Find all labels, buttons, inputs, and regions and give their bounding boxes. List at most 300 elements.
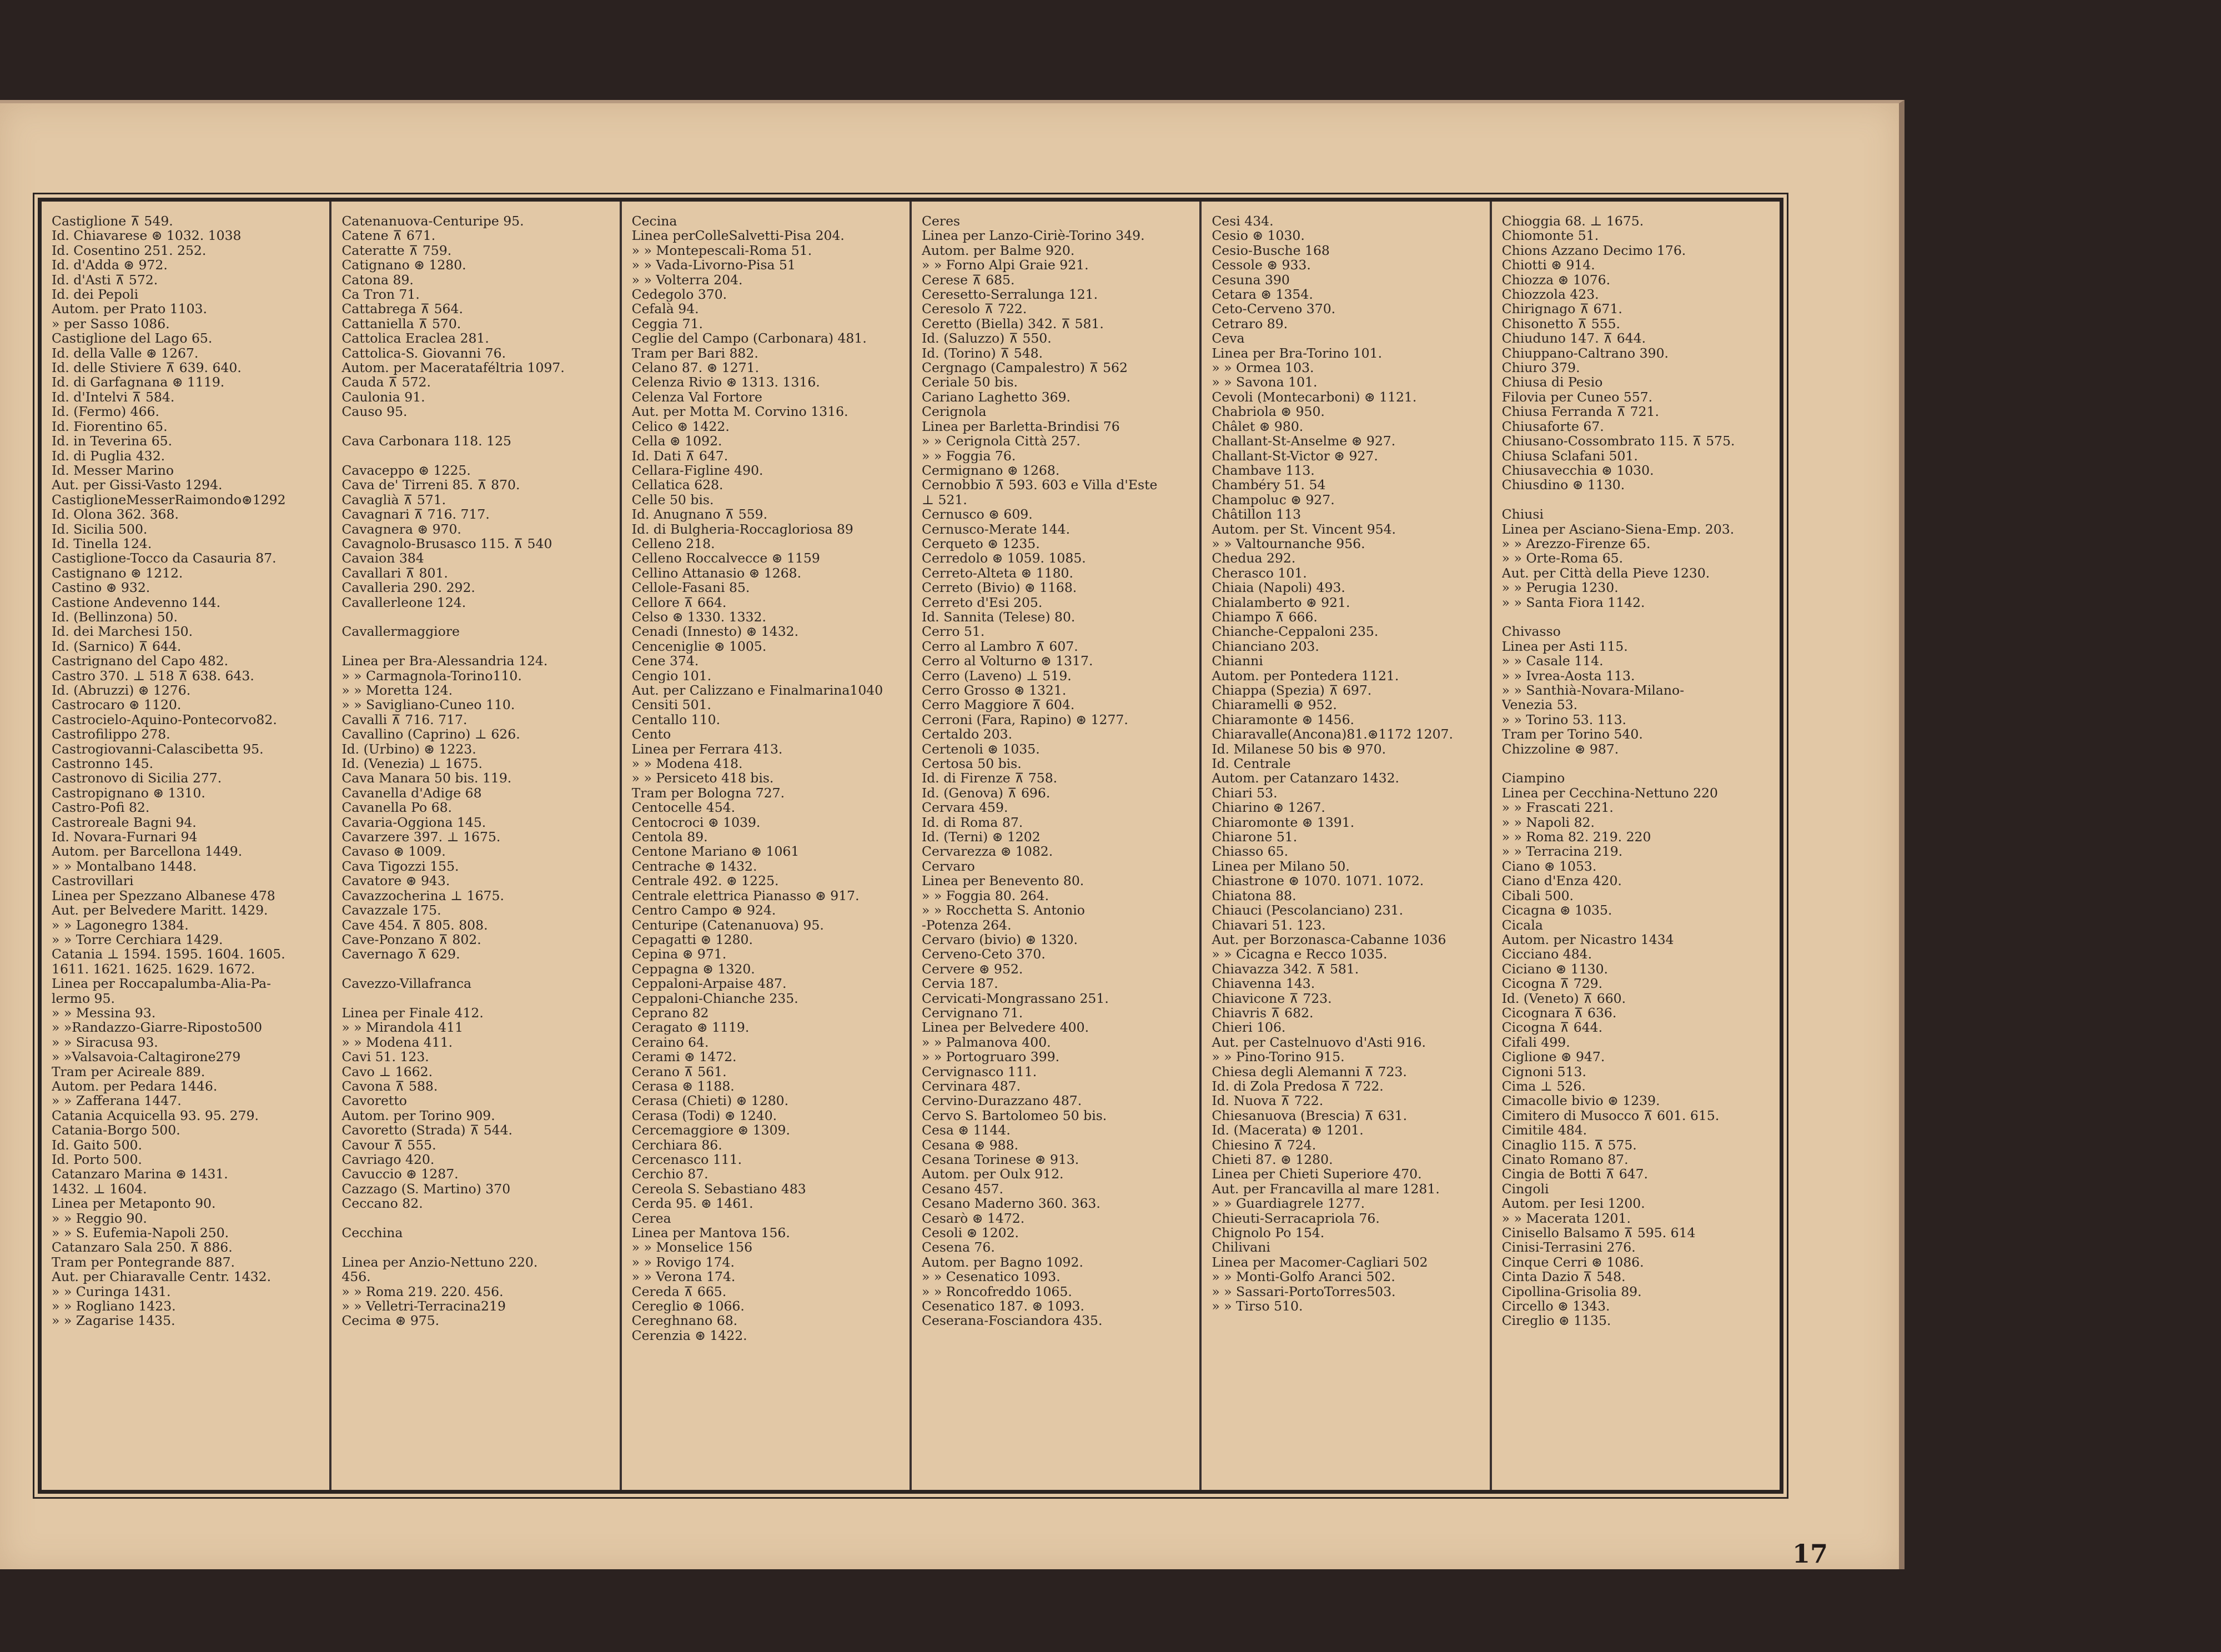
- index-entry: » »Randazzo-Giarre-Riposto500: [52, 1020, 263, 1035]
- index-entry: Chiari 53.: [1212, 785, 1278, 801]
- index-entry: » » S. Eufemia-Napoli 250.: [52, 1226, 229, 1241]
- index-entry: Centrale 492. ⊛ 1225.: [631, 873, 779, 888]
- index-entry: Cellatica 628.: [631, 478, 723, 493]
- index-entry: Cervicati-Mongrassano 251.: [921, 991, 1109, 1006]
- index-entry: Centola 89.: [631, 830, 708, 845]
- index-entry: Chiusaforte 67.: [1501, 419, 1604, 434]
- index-entry: Id. Tinella 124.: [52, 536, 152, 551]
- index-entry: » » Reggio 90.: [52, 1211, 147, 1226]
- column-1: [42, 202, 329, 1490]
- index-entry: » » Rovigo 174.: [631, 1254, 735, 1270]
- index-entry: Celico ⊛ 1422.: [631, 419, 730, 434]
- index-entry: Id. (Genova) ⊼ 696.: [921, 785, 1051, 801]
- index-entry: Cevoli (Montecarboni) ⊛ 1121.: [1212, 389, 1417, 405]
- index-entry: Aut. per Città della Pieve 1230.: [1501, 565, 1710, 581]
- index-entry: Cerese ⊼ 685.: [921, 272, 1015, 288]
- index-entry: Chiastrone ⊛ 1070. 1071. 1072.: [1212, 873, 1424, 888]
- index-entry: Caulonia 91.: [341, 389, 425, 405]
- index-entry: Challant-St-Anselme ⊛ 927.: [1212, 434, 1396, 449]
- index-entry: Id. d'Asti ⊼ 572.: [52, 272, 158, 288]
- index-entry: Cattolica-S. Giovanni 76.: [341, 345, 506, 361]
- index-entry: Cerro al Lambro ⊼ 607.: [921, 639, 1078, 654]
- index-entry: Cellore ⊼ 664.: [631, 595, 727, 610]
- index-entry: » » Volterra 204.: [631, 272, 743, 288]
- index-entry: » per Sasso 1086.: [52, 316, 170, 332]
- index-entry: Chirignago ⊼ 671.: [1501, 302, 1622, 317]
- index-entry: Aut. per Castelnuovo d'Asti 916.: [1212, 1035, 1426, 1050]
- index-entry: » » Roncofreddo 1065.: [921, 1284, 1072, 1299]
- index-entry: Cerami ⊛ 1472.: [631, 1050, 737, 1064]
- index-entry: Ceppagna ⊛ 1320.: [631, 961, 755, 977]
- index-entry: Cavatore ⊛ 943.: [341, 873, 450, 888]
- index-entry: Linea per Mantova 156.: [631, 1226, 790, 1241]
- index-entry: Cavallino (Caprino) ⊥ 626.: [341, 727, 520, 742]
- index-entry: Ciano d'Enza 420.: [1501, 873, 1622, 888]
- index-entry: Cavallermaggiore: [341, 624, 460, 639]
- index-entry: Cerro (Laveno) ⊥ 519.: [921, 668, 1072, 683]
- index-entry: Cava Carbonara 118. 125: [341, 434, 512, 449]
- index-entry: Catignano ⊛ 1280.: [341, 258, 466, 273]
- index-entry: Id. Olona 362. 368.: [52, 507, 179, 522]
- index-entry: Cengio 101.: [631, 668, 712, 683]
- index-entry: [341, 991, 611, 1006]
- index-entry: [341, 610, 611, 624]
- index-entry: Cavour ⊼ 555.: [341, 1137, 436, 1152]
- index-entry: Chiomonte 51.: [1501, 228, 1599, 243]
- index-entry: Chiusa Sclafani 501.: [1501, 448, 1638, 463]
- index-entry: » » Casale 114.: [1501, 654, 1604, 669]
- index-entry: Linea per Asciano-Siena-Emp. 203.: [1501, 521, 1735, 536]
- index-entry: Aut. per Calizzano e Finalmarina1040: [631, 683, 883, 698]
- index-entry: Cicognara ⊼ 636.: [1501, 1005, 1617, 1021]
- index-entry: Cireglio ⊛ 1135.: [1501, 1313, 1611, 1328]
- index-entry: Cavo ⊥ 1662.: [341, 1064, 433, 1079]
- index-entry: Chiampo ⊼ 666.: [1212, 609, 1318, 625]
- index-entry: Linea per Asti 115.: [1501, 639, 1628, 654]
- index-entry: Centocelle 454.: [631, 800, 736, 815]
- index-entry: Cerqueto ⊛ 1235.: [921, 536, 1040, 551]
- index-entry: Id. Sicilia 500.: [52, 521, 148, 536]
- index-entry: Chiozzola 423.: [1501, 287, 1599, 302]
- index-entry: » » Rocchetta S. Antonio: [921, 903, 1085, 918]
- index-entry: Filovia per Cuneo 557.: [1501, 389, 1653, 405]
- index-entry: » » Orte-Roma 65.: [1501, 551, 1624, 566]
- index-entry: Chiotti ⊛ 914.: [1501, 258, 1595, 273]
- index-entry: Id. (Venezia) ⊥ 1675.: [341, 756, 483, 771]
- index-entry: » » Modena 418.: [631, 756, 743, 771]
- index-entry: Chiauci (Pescolanciano) 231.: [1212, 903, 1404, 918]
- index-entry: Id. delle Stiviere ⊼ 639. 640.: [52, 360, 242, 375]
- index-entry: Cerro Grosso ⊛ 1321.: [921, 683, 1067, 698]
- index-entry: Aut. per Borzonasca-Cabanne 1036: [1212, 932, 1446, 947]
- index-entry: Cesa ⊛ 1144.: [921, 1123, 1011, 1138]
- index-entry: Circello ⊛ 1343.: [1501, 1299, 1610, 1314]
- index-entry: Cerasa (Chieti) ⊛ 1280.: [631, 1093, 789, 1108]
- index-entry: Linea per Benevento 80.: [921, 873, 1084, 888]
- index-entry: Chieti 87. ⊛ 1280.: [1212, 1152, 1333, 1167]
- column-6: [1490, 202, 1780, 1490]
- index-entry: » » Mirandola 411: [341, 1020, 464, 1035]
- column-2: [329, 202, 619, 1490]
- index-entry: Castino ⊛ 932.: [52, 580, 150, 595]
- index-entry: Ceraino 64.: [631, 1035, 709, 1050]
- index-entry: Linea per Cecchina-Nettuno 220: [1501, 785, 1718, 801]
- index-entry: Ceragato ⊛ 1119.: [631, 1020, 750, 1035]
- index-entry: Catanzaro Marina ⊛ 1431.: [52, 1167, 228, 1182]
- index-entry: Centallo 110.: [631, 712, 721, 727]
- index-entry: Linea per Lanzo-Ciriè-Torino 349.: [921, 228, 1145, 243]
- index-entry: Ceretto (Biella) 342. ⊼ 581.: [921, 316, 1104, 332]
- index-entry: » » Messina 93.: [52, 1005, 156, 1021]
- index-entry: Cesio-Busche 168: [1212, 243, 1330, 258]
- index-entry: Catania-Borgo 500.: [52, 1123, 180, 1138]
- index-entry: Id. Novara-Furnari 94: [52, 830, 198, 845]
- directory-page: [0, 100, 1905, 1569]
- index-entry: Cingoli: [1501, 1181, 1549, 1197]
- index-entry: » » Lagonegro 1384.: [52, 917, 189, 932]
- index-entry: Cergnago (Campalestro) ⊼ 562: [921, 360, 1128, 375]
- index-entry: Castione Andevenno 144.: [52, 595, 221, 610]
- index-entry: Cavriago 420.: [341, 1152, 435, 1167]
- index-entry: Cepagatti ⊛ 1280.: [631, 932, 753, 947]
- index-entry: Cerveno-Ceto 370.: [921, 947, 1046, 962]
- index-entry: Ceppaloni-Chianche 235.: [631, 991, 798, 1006]
- index-entry: Aut. per Chiaravalle Centr. 1432.: [52, 1269, 272, 1284]
- index-entry: Chisonetto ⊼ 555.: [1501, 316, 1621, 332]
- index-entry: Cavallari ⊼ 801.: [341, 565, 448, 581]
- index-entry: Chiusdino ⊛ 1130.: [1501, 478, 1625, 493]
- index-entry: » » Ivrea-Aosta 113.: [1501, 668, 1635, 683]
- index-entry: Certosa 50 bis.: [921, 756, 1022, 771]
- index-entry: Cignoni 513.: [1501, 1064, 1586, 1079]
- index-entry: Cavernago ⊼ 629.: [341, 947, 460, 962]
- index-entry: Chignolo Po 154.: [1212, 1226, 1325, 1241]
- index-entry: Ceres: [921, 214, 961, 229]
- column-3: [620, 202, 909, 1490]
- index-entry: Id. dei Marchesi 150.: [52, 624, 193, 639]
- index-entry: Autom. per Balme 920.: [921, 243, 1075, 258]
- index-entry: Cavaceppo ⊛ 1225.: [341, 463, 471, 478]
- index-entry: Cellino Attanasio ⊛ 1268.: [631, 565, 802, 581]
- index-entry: » » Ormea 103.: [1212, 360, 1314, 375]
- index-entry: Autom. per Nicastro 1434: [1501, 932, 1674, 947]
- index-entry: Castro 370. ⊥ 518 ⊼ 638. 643.: [52, 668, 254, 683]
- index-entry: Cermignano ⊛ 1268.: [921, 463, 1060, 478]
- index-entry: Cinato Romano 87.: [1501, 1152, 1629, 1167]
- index-entry: Cesena 76.: [921, 1240, 995, 1255]
- index-entry: Cavaglià ⊼ 571.: [341, 492, 446, 508]
- index-entry: » » Arezzo-Firenze 65.: [1501, 536, 1651, 551]
- index-entry: Tram per Bari 882.: [631, 345, 758, 361]
- index-entry: Châlet ⊛ 980.: [1212, 419, 1304, 434]
- index-entry: » » Moretta 124.: [341, 683, 453, 698]
- index-entry: Autom. per St. Vincent 954.: [1212, 521, 1396, 536]
- index-entry: Cavagnolo-Brusasco 115. ⊼ 540: [341, 536, 552, 551]
- index-entry: Aut. per Francavilla al mare 1281.: [1212, 1181, 1440, 1197]
- index-entry: Centone Mariano ⊛ 1061: [631, 844, 800, 859]
- index-entry: » » Verona 174.: [631, 1269, 736, 1284]
- index-entry: Aut. per Gissi-Vasto 1294.: [52, 478, 223, 493]
- index-entry: Cicagna ⊛ 1035.: [1501, 903, 1612, 918]
- index-entry: Chedua 292.: [1212, 551, 1296, 566]
- index-entry: Id. Messer Marino: [52, 463, 174, 478]
- index-entry: Cereghnano 68.: [631, 1313, 738, 1328]
- index-entry: Cavanella d'Adige 68: [341, 785, 482, 801]
- index-entry: Cava Manara 50 bis. 119.: [341, 771, 512, 786]
- index-entry: » » Velletri-Terracina219: [341, 1299, 506, 1314]
- index-entry: Autom. per Macerataféltria 1097.: [341, 360, 565, 375]
- index-entry: Chiusi: [1501, 507, 1544, 522]
- index-entry: Autom. per Pedara 1446.: [52, 1078, 218, 1094]
- index-entry: » » Torre Cerchiara 1429.: [52, 932, 223, 947]
- index-entry: Autom. per Torino 909.: [341, 1108, 495, 1123]
- index-entry: Cipollina-Grisolia 89.: [1501, 1284, 1642, 1299]
- index-entry: lermo 95.: [52, 991, 115, 1006]
- index-entry: Aut. per Motta M. Corvino 1316.: [631, 404, 848, 419]
- index-entry: » » Siracusa 93.: [52, 1035, 158, 1050]
- index-entry: Cervaro: [921, 858, 975, 874]
- index-entry: Cella ⊛ 1092.: [631, 434, 722, 449]
- index-entry: Linea per Barletta-Brindisi 76: [921, 419, 1120, 434]
- index-entry: Centocroci ⊛ 1039.: [631, 815, 761, 830]
- index-entry: Cesarò ⊛ 1472.: [921, 1211, 1025, 1226]
- index-entry: Cerignola: [921, 404, 987, 419]
- index-entry: » » Frascati 221.: [1501, 800, 1614, 815]
- index-entry: Castropignano ⊛ 1310.: [52, 785, 205, 801]
- index-entry: Celenza Val Fortore: [631, 389, 762, 405]
- index-entry: » » Monselice 156: [631, 1240, 753, 1255]
- index-entry: Chianche-Ceppaloni 235.: [1212, 624, 1379, 639]
- index-entry: » » Zagarise 1435.: [52, 1313, 175, 1328]
- index-entry: [341, 1211, 611, 1226]
- index-entry: 456.: [341, 1269, 371, 1284]
- index-entry: Chiaromonte ⊛ 1391.: [1212, 815, 1355, 830]
- index-entry: Cima ⊥ 526.: [1501, 1078, 1586, 1094]
- index-entry: Cerenzia ⊛ 1422.: [631, 1328, 747, 1343]
- index-entry: Id. (Terni) ⊛ 1202: [921, 830, 1041, 845]
- index-entry: Cavarzere 397. ⊥ 1675.: [341, 830, 501, 845]
- index-entry: Challant-St-Victor ⊛ 927.: [1212, 448, 1378, 463]
- index-entry: Cetara ⊛ 1354.: [1212, 287, 1313, 302]
- index-entry: Linea perColleSalvetti-Pisa 204.: [631, 228, 845, 243]
- index-entry: Linea per Milano 50.: [1212, 858, 1350, 874]
- index-entry: Cerchiara 86.: [631, 1137, 722, 1152]
- index-entry: Ciciano ⊛ 1130.: [1501, 961, 1609, 977]
- index-entry: » » Montepescali-Roma 51.: [631, 243, 812, 258]
- index-entry: [341, 1240, 611, 1254]
- index-entry: Cave 454. ⊼ 805. 808.: [341, 917, 488, 932]
- index-entry: » » Napoli 82.: [1501, 815, 1595, 830]
- index-entry: » » Sassari-PortoTorres503.: [1212, 1284, 1396, 1299]
- index-entry: Cervino-Durazzano 487.: [921, 1093, 1082, 1108]
- index-entry: [341, 419, 611, 434]
- index-entry: Cervara 459.: [921, 800, 1008, 815]
- index-entry: Id. di Zola Predosa ⊼ 722.: [1212, 1078, 1384, 1094]
- index-entry: Causo 95.: [341, 404, 408, 419]
- index-entry: Cinisi-Terrasini 276.: [1501, 1240, 1636, 1255]
- index-entry: Id. di Puglia 432.: [52, 448, 165, 463]
- index-entry: Cenadi (Innesto) ⊛ 1432.: [631, 624, 799, 639]
- index-entry: Linea per Roccapalumba-Alia-Pa-: [52, 976, 272, 991]
- index-entry: Castiglione ⊼ 549.: [52, 214, 173, 229]
- index-entry: Châtillon 113: [1212, 507, 1302, 522]
- index-entry: » » Forno Alpi Graie 921.: [921, 258, 1089, 273]
- index-entry: Chiarino ⊛ 1267.: [1212, 800, 1325, 815]
- index-entry: » » Persiceto 418 bis.: [631, 771, 774, 786]
- index-entry: Cercemaggiore ⊛ 1309.: [631, 1123, 790, 1138]
- index-entry: Celleno Roccalvecce ⊛ 1159: [631, 551, 820, 566]
- index-entry: Ceva: [1212, 331, 1245, 346]
- index-entry: Cedegolo 370.: [631, 287, 727, 302]
- index-entry: » » Torino 53. 113.: [1501, 712, 1627, 727]
- index-entry: Cervinara 487.: [921, 1078, 1021, 1094]
- index-entry: Autom. per Iesi 1200.: [1501, 1196, 1645, 1211]
- index-entry: Linea per Ferrara 413.: [631, 741, 783, 757]
- index-entry: Chiusa Ferranda ⊼ 721.: [1501, 404, 1660, 419]
- index-entry: [341, 962, 611, 976]
- index-entry: » » Monti-Golfo Aranci 502.: [1212, 1269, 1395, 1284]
- index-entry: Id. di Roma 87.: [921, 815, 1023, 830]
- index-entry: Cattolica Eraclea 281.: [341, 331, 489, 346]
- index-entry: [1502, 610, 1772, 624]
- index-entry: » » Pino-Torino 915.: [1212, 1050, 1345, 1064]
- index-entry: Id. dei Pepoli: [52, 287, 139, 302]
- index-entry: Cesenatico 187. ⊛ 1093.: [921, 1299, 1084, 1314]
- index-entry: Tram per Pontegrande 887.: [52, 1254, 235, 1270]
- index-entry: Id. (Veneto) ⊼ 660.: [1501, 991, 1626, 1006]
- index-entry: Castronovo di Sicilia 277.: [52, 771, 222, 786]
- index-entry: Castiglione-Tocco da Casauria 87.: [52, 551, 277, 566]
- index-entry: Cavallerleone 124.: [341, 595, 466, 610]
- index-entry: Castrofilippo 278.: [52, 727, 170, 742]
- index-entry: Censiti 501.: [631, 697, 712, 712]
- index-entry: Id. (Urbino) ⊛ 1223.: [341, 741, 476, 757]
- index-entry: ⊥ 521.: [921, 492, 967, 508]
- index-entry: Cicciano 484.: [1501, 947, 1592, 962]
- index-entry: Chiusavecchia ⊛ 1030.: [1501, 463, 1654, 478]
- index-entry: Cervo S. Bartolomeo 50 bis.: [921, 1108, 1107, 1123]
- index-entry: Catona 89.: [341, 272, 414, 288]
- index-entry: Cavona ⊼ 588.: [341, 1078, 438, 1094]
- index-entry: Id. in Teverina 65.: [52, 434, 173, 449]
- index-entry: Ceserana-Fosciandora 435.: [921, 1313, 1103, 1328]
- index-entry: Id. Fiorentino 65.: [52, 419, 168, 434]
- index-entry: Chianni: [1212, 654, 1263, 669]
- index-entry: Cepina ⊛ 971.: [631, 947, 727, 962]
- index-entry: Id. (Macerata) ⊛ 1201.: [1212, 1123, 1364, 1138]
- index-entry: Cernusco ⊛ 609.: [921, 507, 1033, 522]
- index-entry: Autom. per Catanzaro 1432.: [1212, 771, 1399, 786]
- index-entry: Cervarezza ⊛ 1082.: [921, 844, 1053, 859]
- index-entry: Castrocielo-Aquino-Pontecorvo82.: [52, 712, 277, 727]
- index-entry: Castroreale Bagni 94.: [52, 815, 197, 830]
- index-entry: Cesi 434.: [1212, 214, 1274, 229]
- index-entry: Cento: [631, 727, 671, 742]
- index-entry: Castignano ⊛ 1212.: [52, 565, 183, 581]
- index-entry: Castro-Pofi 82.: [52, 800, 150, 815]
- index-entry: Celle 50 bis.: [631, 492, 714, 508]
- index-entry: Id. d'Intelvi ⊼ 584.: [52, 389, 175, 405]
- index-entry: Chieuti-Serracapriola 76.: [1212, 1211, 1380, 1226]
- index-entry: Chioggia 68. ⊥ 1675.: [1501, 214, 1644, 229]
- index-entry: Cifali 499.: [1501, 1035, 1570, 1050]
- index-entry: Cellole-Fasani 85.: [631, 580, 750, 595]
- index-entry: Ceprano 82: [631, 1005, 709, 1021]
- index-entry: Cimitero di Musocco ⊼ 601. 615.: [1501, 1108, 1720, 1123]
- index-entry: Id. (Abruzzi) ⊛ 1276.: [52, 683, 191, 698]
- index-entry: Venezia 53.: [1501, 697, 1578, 712]
- index-entry: Cerro al Volturno ⊛ 1317.: [921, 654, 1093, 669]
- index-entry: Cereola S. Sebastiano 483: [631, 1181, 806, 1197]
- index-entry: Centrache ⊛ 1432.: [631, 858, 757, 874]
- index-entry: [341, 639, 611, 654]
- index-entry: Chianciano 203.: [1212, 639, 1319, 654]
- index-entry: Chiarone 51.: [1212, 830, 1298, 845]
- index-entry: » » Santa Fiora 1142.: [1501, 595, 1645, 610]
- index-entry: Chiaia (Napoli) 493.: [1212, 580, 1345, 595]
- index-entry: Cereda ⊼ 665.: [631, 1284, 727, 1299]
- index-entry: Cene 374.: [631, 654, 699, 669]
- index-entry: Id. Anugnano ⊼ 559.: [631, 507, 768, 522]
- index-entry: Cicala: [1501, 917, 1543, 932]
- index-entry: Cellara-Figline 490.: [631, 463, 763, 478]
- index-entry: Tram per Torino 540.: [1501, 727, 1643, 742]
- index-entry: Ciampino: [1501, 771, 1565, 786]
- index-entry: Cerano ⊼ 561.: [631, 1064, 727, 1079]
- index-entry: » » Curinga 1431.: [52, 1284, 171, 1299]
- index-entry: Cerreto-Alteta ⊛ 1180.: [921, 565, 1073, 581]
- index-entry: Cicogna ⊼ 644.: [1501, 1020, 1603, 1035]
- index-entry: Cazzago (S. Martino) 370: [341, 1181, 511, 1197]
- index-entry: » » Cicagna e Recco 1035.: [1212, 947, 1388, 962]
- page-frame: [38, 198, 1783, 1494]
- index-entry: Celenza Rivio ⊛ 1313. 1316.: [631, 375, 820, 390]
- index-entry: Castronno 145.: [52, 756, 154, 771]
- index-entry: Ceccano 82.: [341, 1196, 423, 1211]
- index-entry: -Potenza 264.: [921, 917, 1012, 932]
- index-entry: Chiavazza 342. ⊼ 581.: [1212, 961, 1359, 977]
- index-entry: Cesio ⊛ 1030.: [1212, 228, 1305, 243]
- index-entry: Centro Campo ⊛ 924.: [631, 903, 776, 918]
- index-entry: Celso ⊛ 1330. 1332.: [631, 609, 766, 625]
- index-entry: Cervere ⊛ 952.: [921, 961, 1023, 977]
- index-entry: Chiavenna 143.: [1212, 976, 1315, 991]
- index-entry: Autom. per Barcellona 1449.: [52, 844, 243, 859]
- index-entry: Cervignano 71.: [921, 1005, 1023, 1021]
- index-entry: Id. d'Adda ⊛ 972.: [52, 258, 168, 273]
- index-entry: Cariano Laghetto 369.: [921, 389, 1071, 405]
- index-entry: Cinta Dazio ⊼ 548.: [1501, 1269, 1626, 1284]
- index-entry: Chiaramelli ⊛ 952.: [1212, 697, 1337, 712]
- index-entry: » » Tirso 510.: [1212, 1299, 1303, 1314]
- index-entry: Cavi 51. 123.: [341, 1050, 429, 1064]
- index-entry: Cesoli ⊛ 1202.: [921, 1226, 1019, 1241]
- index-entry: » » Foggia 76.: [921, 448, 1016, 463]
- index-entry: Catanzaro Sala 250. ⊼ 886.: [52, 1240, 233, 1255]
- index-entry: Cereglio ⊛ 1066.: [631, 1299, 745, 1314]
- index-entry: Autom. per Oulx 912.: [921, 1167, 1064, 1182]
- index-entry: Cecima ⊛ 975.: [341, 1313, 440, 1328]
- index-entry: Tram per Bologna 727.: [631, 785, 785, 801]
- index-entry: Cercenasco 111.: [631, 1152, 742, 1167]
- index-entry: Chiesa degli Alemanni ⊼ 723.: [1212, 1064, 1407, 1079]
- index-entry: Chiavicone ⊼ 723.: [1212, 991, 1332, 1006]
- index-entry: Cavazzocherina ⊥ 1675.: [341, 888, 504, 903]
- index-entry: Cecchina: [341, 1226, 403, 1241]
- index-entry: Catenanuova-Centuripe 95.: [341, 214, 524, 229]
- index-entry: Id. Centrale: [1212, 756, 1291, 771]
- index-entry: Chabriola ⊛ 950.: [1212, 404, 1325, 419]
